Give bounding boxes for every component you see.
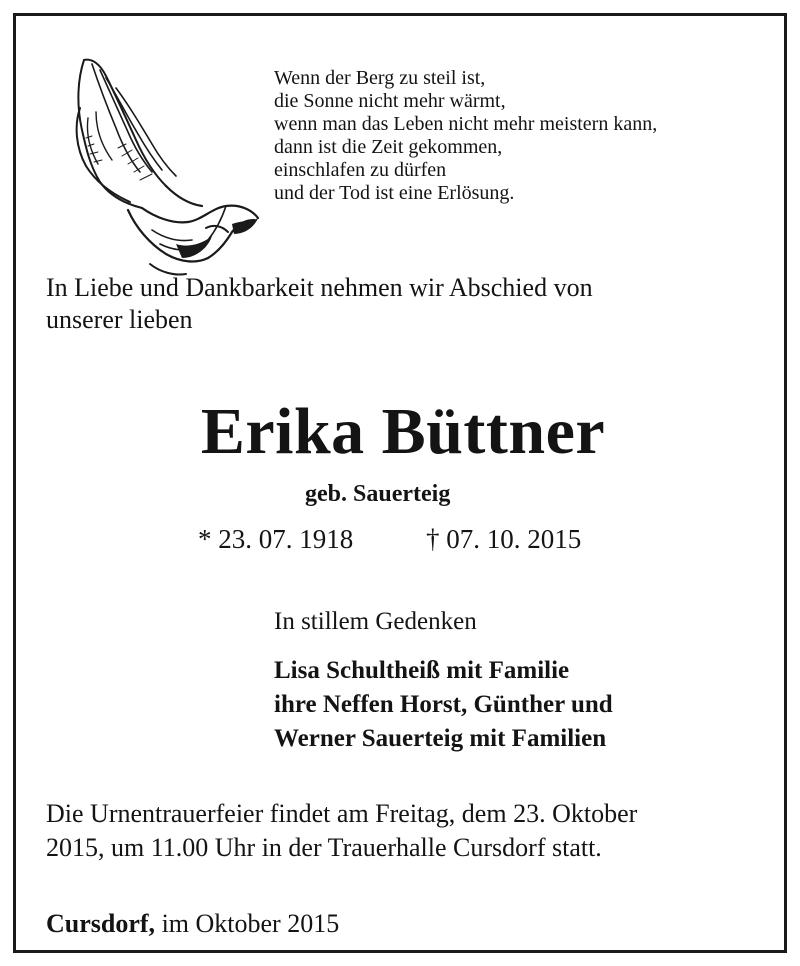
poem-line: die Sonne nicht mehr wärmt, <box>274 90 506 112</box>
mourners <box>274 654 613 756</box>
poem-line: einschlafen zu dürfen <box>274 159 447 181</box>
poem-line: wenn man das Leben nicht mehr meistern kann, <box>274 113 658 135</box>
deceased-name: Erika Büttner <box>200 395 606 468</box>
mourner-line: Lisa Schultheiß mit Familie <box>274 657 570 684</box>
birth-date: * 23. 07. 1918 <box>198 524 354 554</box>
intro-line: In Liebe und Dankbarkeit nehmen wir Abschied von <box>46 273 593 302</box>
place-date <box>46 909 339 939</box>
praying-hands-icon <box>56 48 261 280</box>
poem <box>274 67 657 205</box>
ceremony-line: Die Urnentrauerfeier findet am Freitag, dem 23. Oktober <box>46 799 638 828</box>
obituary-frame <box>13 13 787 953</box>
poem-line: dann ist die Zeit gekommen, <box>274 136 503 158</box>
poem-line: Wenn der Berg zu steil ist, <box>274 67 486 89</box>
ceremony-line: 2015, um 11.00 Uhr in der Trauerhalle Cursdorf statt. <box>46 833 602 862</box>
maiden-name: geb. Sauerteig <box>305 481 451 507</box>
intro-text <box>46 272 593 336</box>
ceremony-notice <box>46 797 637 865</box>
intro-line: unserer lieben <box>46 305 193 334</box>
memory-line: In stillem Gedenken <box>274 608 477 635</box>
place: Cursdorf, <box>46 909 156 938</box>
mourner-line: Werner Sauerteig mit Familien <box>274 725 607 752</box>
death-date: † 07. 10. 2015 <box>426 524 582 554</box>
mourner-line: ihre Neffen Horst, Günther und <box>274 691 613 718</box>
poem-line: und der Tod ist eine Erlösung. <box>274 182 515 204</box>
date: im Oktober 2015 <box>161 909 340 938</box>
